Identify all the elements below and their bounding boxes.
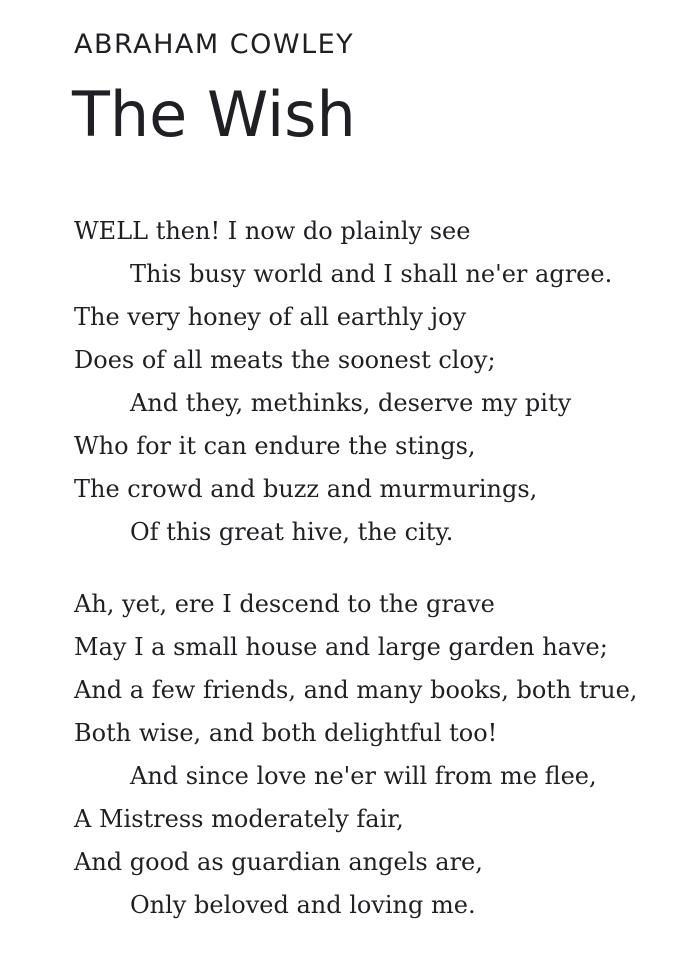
poem-line: And good as guardian angels are, (74, 848, 483, 876)
poem-body (74, 210, 694, 927)
poem-line: Both wise, and both delightful too! (74, 719, 498, 747)
poem-line: WELL then! I now do plainly see (74, 217, 471, 245)
poem-line: And they, methinks, deserve my pity (130, 389, 572, 417)
poem-line: Of this great hive, the city. (130, 518, 454, 546)
poem-line: Only beloved and loving me. (130, 891, 476, 919)
poem-line: This busy world and I shall ne'er agree. (130, 260, 613, 288)
author-name: ABRAHAM COWLEY (74, 29, 355, 60)
poem-line: A Mistress moderately fair, (74, 805, 404, 833)
poem-line: Does of all meats the soonest cloy; (74, 346, 496, 374)
poem-line: May I a small house and large garden have; (74, 633, 608, 661)
poem-line: And a few friends, and many books, both true, (74, 676, 638, 704)
poem-title: The Wish (72, 78, 356, 151)
stanza-1 (74, 210, 694, 554)
poem-line: Ah, yet, ere I descend to the grave (74, 590, 495, 618)
poem-line: And since love ne'er will from me flee, (130, 762, 597, 790)
stanza-2 (74, 583, 694, 927)
poem-line: The very honey of all earthly joy (74, 303, 467, 331)
poem-line: The crowd and buzz and murmurings, (74, 475, 538, 503)
poem-line: Who for it can endure the stings, (74, 432, 476, 460)
